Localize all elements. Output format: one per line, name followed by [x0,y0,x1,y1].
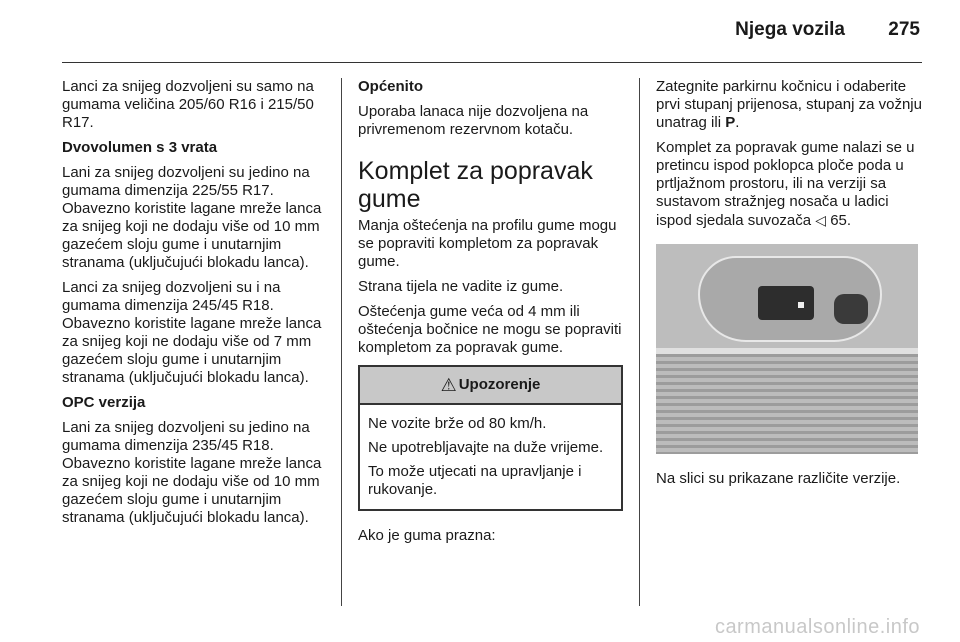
paragraph: Uporaba lanaca nije dozvoljena na privremenom rezervnom kotaču. [358,103,589,138]
warning-text: Ne upotrebljavajte na duže vrijeme. [368,439,604,456]
trunk-floor [656,354,918,454]
warning-body [360,405,621,509]
paragraph: Lanci za snijeg dozvoljeni su samo na gumama veličina 205/60 R16 i 215/50 R17. [62,78,314,131]
column-2 [358,78,623,552]
warning-header [360,367,621,405]
compressor-box [758,286,814,320]
column-3 [656,78,922,495]
paragraph: Ako je guma prazna: [358,527,496,544]
header-rule [62,62,922,63]
page-reference-icon: ◁ [815,212,827,228]
paragraph [656,78,922,132]
column-1 [62,78,327,534]
text-run: Komplet za popravak gume nalazi se u pretincu ispod poklopca ploče poda u prtljažnom prostoru, ili na verziji sa sustavom stražnjeg nosača u ladici ispod sjedala suvozača [656,139,915,229]
paragraph: Lani za snijeg dozvoljeni su jedino na gumama dimenzija 225/55 R17. Obavezno koristite lagane mreže lanca za snijeg koji ne dodaju više od 10 mm gazećem sloju gume i unutarnjim stranama (uključujući blokadu lanca). [62,164,322,271]
warning-text: To može utjecati na upravljanje i rukovanje. [368,463,582,498]
page-number: 275 [888,19,920,40]
watermark: carmanualsonline.info [714,616,920,638]
column-divider-1 [341,78,342,606]
paragraph: Lanci za snijeg dozvoljeni su i na gumama dimenzija 245/45 R18. Obavezno koristite lagane mreže lanca za snijeg koji ne dodaju više od 7 mm gazećem sloju gume i unutarnjim stranama (uključujući blokadu lanca). [62,279,322,386]
warning-box [358,365,623,511]
tire-repair-kit-photo [656,244,918,454]
image-caption: Na slici su prikazane različite verzije. [656,470,901,487]
page-header [0,0,960,62]
warning-icon: ⚠ [440,375,457,395]
page-title: Njega vozila [735,19,845,40]
text-run: . [735,114,740,131]
subheading-general: Općenito [358,78,424,95]
paragraph: Strana tijela ne vadite iz gume. [358,278,564,295]
sealant-bottle [834,294,868,324]
gear-letter: P [725,114,736,131]
subheading-3-door: Dvovolumen s 3 vrata [62,139,218,156]
switch-dot [798,302,804,308]
page-reference: 65. [826,212,852,229]
warning-text: Ne vozite brže od 80 km/h. [368,415,547,432]
paragraph: Manja oštećenja na profilu gume mogu se popraviti kompletom za popravak gume. [358,217,617,270]
paragraph: Oštećenja gume veća od 4 mm ili oštećenja bočnice ne mogu se popraviti kompletom za popravak gume. [358,303,622,356]
text-run: Zategnite parkirnu kočnicu i odaberite prvi stupanj prijenosa, stupanj za vožnju unatrag ili [656,78,922,131]
subheading-opc: OPC verzija [62,394,146,411]
section-heading: Komplet za popravak gume [358,157,593,213]
column-divider-2 [639,78,640,606]
paragraph: Lani za snijeg dozvoljeni su jedino na gumama dimenzija 235/45 R18. Obavezno koristite lagane mreže lanca za snijeg koji ne dodaju više od 10 mm gazećem sloju gume i unutarnjim stranama (uključujući blokadu lanca). [62,419,322,526]
warning-title: Upozorenje [458,376,541,393]
paragraph [656,139,922,230]
